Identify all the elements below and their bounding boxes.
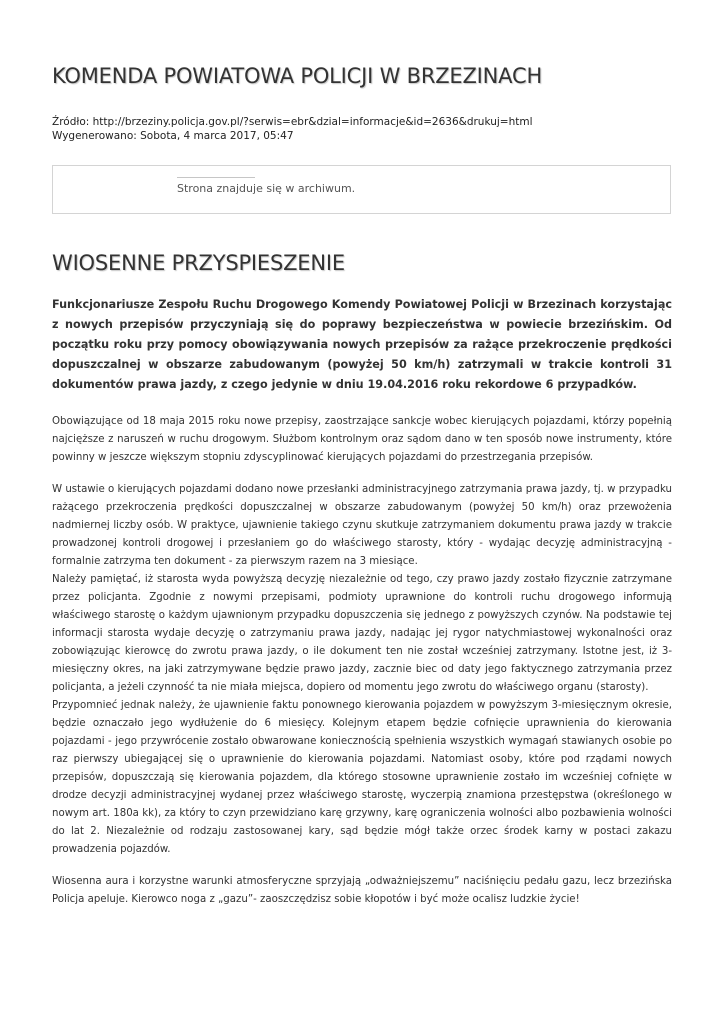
article-paragraph-2b: Należy pamiętać, iż starosta wyda powyższą decyzję niezależnie od tego, czy prawo jazdy zostało fizycznie zatrzymane przez policjanta. Zgodnie z nowymi przepisami, podmioty uprawnione do kontroli ruchu drogowego informują właściwego starostę o każdym ujawnionym przypadku dopuszczenia się jednego z powyższych czynów. Na podstawie tej informacji starosta wydaje decyzję o zatrzymaniu prawa jazdy, nadając jej rygor natychmiastowej wykonalności oraz zobowiązując kierowcę do zwrotu prawa jazdy, o ile dokument ten nie został wcześniej zatrzymany. Istotne jest, iż 3-miesięczny okres, na jaki zatrzymywane będzie prawo jazdy, zacznie biec od daty jego faktycznego zatrzymania przez policjanta, a jeżeli czynność ta nie miała miejsca, dopiero od momentu jego zwrotu do właściwego organu (starosty). — [52, 574, 672, 693]
article-paragraph-2c: Przypomnieć jednak należy, że ujawnienie faktu ponownego kierowania pojazdem w powyższym 3-miesięcznym okresie, będzie oznaczało jego wydłużenie do 6 miesięcy. Kolejnym etapem będzie cofnięcie uprawnienia do kierowania pojazdami - jego przywrócenie zostało obwarowane koniecznością spełnienia wszystkich wymagań stawianych osobie po raz pierwszy ubiegającej się o uprawnienie do kierowania pojazdami. Natomiast osoby, które pod rządami nowych przepisów, dopuszczają się kierowania pojazdem, dla którego stosowne uprawnienie zostało im wcześniej cofnięte w drodze decyzji administracyjnej wydanej przez właściwego starostę, wyczerpią znamiona przestępstwa (określonego w nowym art. 180a kk), za który to czyn przewidziano karę grzywny, karę ograniczenia wolności albo pozbawienia wolności do lat 2. Niezależnie od rodzaju zastosowanej kary, sąd będzie mógł także orzec środek karny w postaci zakazu prowadzenia pojazdów. — [52, 700, 672, 855]
source-url: Źródło: http://brzeziny.policja.gov.pl/?serwis=ebr&dzial=informacje&id=2636&drukuj=html — [52, 116, 533, 128]
article-title: WIOSENNE PRZYSPIESZENIE — [52, 251, 345, 275]
article-body — [52, 295, 672, 923]
article-paragraph-3: Wiosenna aura i korzystne warunki atmosferyczne sprzyjają „odważniejszemu” naciśnięciu pedału gazu, lecz brzezińska Policja apeluje. Kierowco noga z „gazu”- zaoszczędzisz sobie kłopotów i być może ocalisz ludzkie życie! — [52, 876, 672, 905]
archive-notice-box — [52, 165, 671, 214]
article-paragraph-2a: W ustawie o kierujących pojazdami dodano nowe przesłanki administracyjnego zatrzymania prawa jazdy, tj. w przypadku rażącego przekroczenia prędkości dopuszczalnej w obszarze zabudowanym (powyżej 50 km/h) oraz przewożenia nadmiernej liczby osób. W praktyce, ujawnienie takiego czynu skutkuje zatrzymaniem dokumentu prawa jazdy w trakcie prowadzonej kontroli drogowej i przesłaniem go do właściwego starosty, który - wydając decyzję administracyjną - formalnie zatrzyma ten dokument - za pierwszym razem na 3 miesiące. — [52, 484, 672, 567]
archive-notice: Strona znajduje się w archiwum. — [177, 182, 356, 195]
site-title: KOMENDA POWIATOWA POLICJI W BRZEZINACH — [52, 64, 543, 88]
article-lead: Funkcjonariusze Zespołu Ruchu Drogowego Komendy Powiatowej Policji w Brzezinach korzystając z nowych przepisów przyczyniają się do poprawy bezpieczeństwa w powiecie brzezińskim. Od początku roku przy pomocy obowiązywania nowych przepisów za rażące przekroczenie prędkości dopuszczalnej w obszarze zabudowanym (powyżej 50 km/h) zatrzymali w trakcie kontroli 31 dokumentów prawa jazdy, z czego jedynie w dniu 19.04.2016 roku rekordowe 6 przypadków. — [52, 298, 672, 391]
article-paragraph-2 — [52, 481, 672, 859]
article-paragraph-1: Obowiązujące od 18 maja 2015 roku nowe przepisy, zaostrzające sankcje wobec kierujących pojazdami, którzy popełnią najcięższe z naruszeń w ruchu drogowym. Służbom kontrolnym oraz sądom dano w ten sposób nowe instrumenty, które powinny w jeszcze większym stopniu zdyscyplinować kierujących pojazdami do przestrzegania przepisów. — [52, 416, 672, 463]
print-metadata — [52, 115, 533, 143]
archive-divider — [177, 177, 255, 178]
generated-date: Wygenerowano: Sobota, 4 marca 2017, 05:47 — [52, 130, 294, 142]
